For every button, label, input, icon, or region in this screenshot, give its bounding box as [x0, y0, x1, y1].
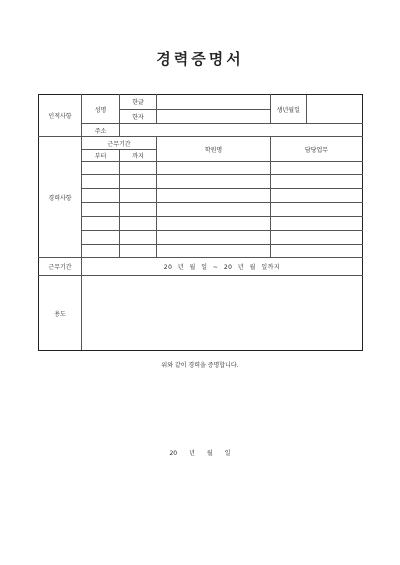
to-cell[interactable]: [120, 175, 157, 189]
from-cell[interactable]: [82, 203, 120, 217]
from-header: 부터: [82, 150, 120, 162]
name-label: 성명: [82, 95, 120, 124]
to-cell[interactable]: [120, 189, 157, 203]
career-period-header: 근무기간: [82, 137, 157, 150]
to-cell[interactable]: [120, 231, 157, 245]
career-row: [39, 189, 363, 203]
date-year-unit: 년: [189, 450, 195, 457]
to-cell[interactable]: [120, 203, 157, 217]
from-cell[interactable]: [82, 217, 120, 231]
issue-date[interactable]: [0, 448, 400, 457]
career-row: [39, 175, 363, 189]
duty-cell[interactable]: [271, 245, 363, 258]
career-row: [39, 217, 363, 231]
date-day-unit: 일: [224, 450, 231, 457]
career-row: [39, 245, 363, 258]
certificate-form: [38, 94, 363, 351]
confirmation-text: 위와 같이 경력을 증명합니다.: [161, 362, 239, 369]
work-period-label: 근무기간: [39, 258, 82, 276]
hanja-label: 한자: [120, 109, 157, 124]
birth-date-label: 생년월일: [271, 95, 306, 123]
career-row: [39, 231, 363, 245]
to-cell[interactable]: [120, 217, 157, 231]
duty-cell[interactable]: [271, 231, 363, 245]
academy-cell[interactable]: [157, 203, 271, 217]
academy-cell[interactable]: [157, 189, 271, 203]
academy-cell[interactable]: [157, 217, 271, 231]
hangul-label: 한글: [120, 95, 157, 110]
duty-cell[interactable]: [271, 162, 363, 175]
duty-header: 담당업무: [271, 137, 363, 162]
purpose-label: 용도: [39, 276, 82, 351]
academy-cell[interactable]: [157, 175, 271, 189]
from-cell[interactable]: [82, 231, 120, 245]
address-field[interactable]: [120, 124, 363, 137]
career-row: [39, 162, 363, 175]
date-year: 20: [169, 450, 178, 457]
academy-cell[interactable]: [157, 245, 271, 258]
duty-cell[interactable]: [271, 175, 363, 189]
career-section-label: 경력사항: [39, 137, 82, 258]
address-label: 주소: [82, 124, 120, 137]
academy-name-header: 학원명: [157, 137, 271, 162]
purpose-field[interactable]: [82, 276, 363, 351]
hangul-name-field[interactable]: [157, 95, 271, 110]
to-cell[interactable]: [120, 162, 157, 175]
date-month-unit: 월: [206, 450, 213, 457]
work-period-value[interactable]: 20 년 월 일 ~ 20 년 월 일까지: [82, 258, 363, 276]
academy-cell[interactable]: [157, 231, 271, 245]
duty-cell[interactable]: [271, 217, 363, 231]
from-cell[interactable]: [82, 162, 120, 175]
career-row: [39, 203, 363, 217]
from-cell[interactable]: [82, 189, 120, 203]
birth-date-field[interactable]: [306, 95, 362, 123]
duty-cell[interactable]: [271, 189, 363, 203]
document-title: 경력증명서: [156, 50, 244, 68]
hanja-name-field[interactable]: [157, 109, 271, 124]
to-header: 까지: [120, 150, 157, 162]
personal-section-label: 인적사항: [39, 95, 82, 137]
academy-cell[interactable]: [157, 162, 271, 175]
from-cell[interactable]: [82, 245, 120, 258]
to-cell[interactable]: [120, 245, 157, 258]
from-cell[interactable]: [82, 175, 120, 189]
duty-cell[interactable]: [271, 203, 363, 217]
